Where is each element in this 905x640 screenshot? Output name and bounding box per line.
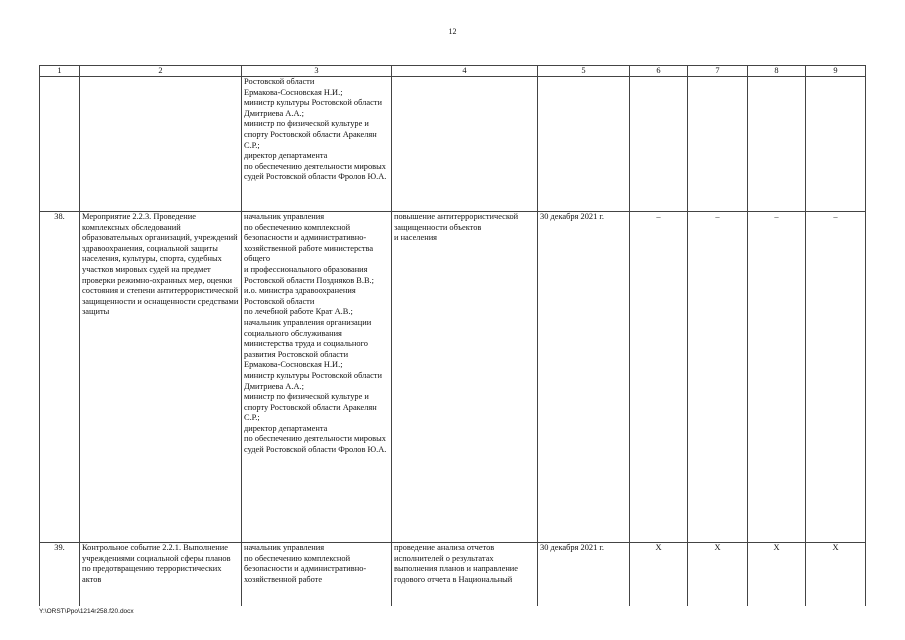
row-number bbox=[40, 77, 80, 212]
cell-col7: Х bbox=[688, 543, 748, 606]
col-header: 7 bbox=[688, 66, 748, 77]
col-header: 5 bbox=[538, 66, 630, 77]
cell-col7 bbox=[688, 77, 748, 212]
cell-col7: – bbox=[688, 212, 748, 543]
expected-result: проведение анализа отчетов исполнителей о результатах выполнения планов и направление годового отчета в Национальный bbox=[392, 543, 538, 606]
col-header: 8 bbox=[748, 66, 806, 77]
col-header: 2 bbox=[80, 66, 242, 77]
cell-col6: – bbox=[630, 212, 688, 543]
measure-name: Мероприятие 2.2.3. Проведение комплексных обследований образовательных организаций, учреждений здравоохранения, социальной защиты населения, культуры, спорта, судебных участков мировых судей на предмет проверки режимно-охранных мер, оценки состояния и степени антитеррористической защищенности и оснащенности средствами защиты bbox=[80, 212, 242, 543]
deadline-date: 30 декабря 2021 г. bbox=[538, 212, 630, 543]
measure-name: Контрольное событие 2.2.1. Выполнение учреждениями социальной сферы планов по предотвращению террористических актов bbox=[80, 543, 242, 606]
col-header: 4 bbox=[392, 66, 538, 77]
col-header: 9 bbox=[806, 66, 866, 77]
cell-col8 bbox=[748, 77, 806, 212]
cell-col8: Х bbox=[748, 543, 806, 606]
responsible-executor: Ростовской области Ермакова-Сосновская Н.И.; министр культуры Ростовской области Дмитриева А.А.; министр по физической культуре и спорту Ростовской области Аракелян С.Р.; директор департамента по обеспечению деятельности мировых судей Ростовской области Фролов Ю.А. bbox=[242, 77, 392, 212]
responsible-executor: начальник управления по обеспечению комплексной безопасности и административно-хозяйственной работе министерства общего и профессионального образования Ростовской области Поздняков В.В.; и.о. министра здравоохранения Ростовской области по лечебной работе Крат А.В.; начальник управления организации социального обслуживания министерства труда и социального развития Ростовской области Ермакова-Сосновская Н.И.; министр культуры Ростовской области Дмитриева А.А.; министр по физической культуре и спорту Ростовской области Аракелян С.Р.; директор департамента по обеспечению деятельности мировых судей Ростовской области Фролов Ю.А. bbox=[242, 212, 392, 543]
cell-col9 bbox=[806, 77, 866, 212]
cell-col6 bbox=[630, 77, 688, 212]
deadline-date bbox=[538, 77, 630, 212]
cell-col9: – bbox=[806, 212, 866, 543]
table-row bbox=[40, 212, 866, 543]
expected-result: повышение антитеррористической защищенности объектов и населения bbox=[392, 212, 538, 543]
column-number-row bbox=[40, 66, 866, 77]
col-header: 6 bbox=[630, 66, 688, 77]
expected-result bbox=[392, 77, 538, 212]
deadline-date: 30 декабря 2021 г. bbox=[538, 543, 630, 606]
measures-table bbox=[39, 65, 866, 606]
col-header: 1 bbox=[40, 66, 80, 77]
responsible-executor: начальник управления по обеспечению комплексной безопасности и административно-хозяйственной работе bbox=[242, 543, 392, 606]
file-path-footer: Y:\ORST\Ppo\1214r258.f20.docx bbox=[39, 608, 134, 615]
row-number: 38. bbox=[40, 212, 80, 543]
row-number: 39. bbox=[40, 543, 80, 606]
measure-name bbox=[80, 77, 242, 212]
page-number: 12 bbox=[448, 27, 457, 36]
col-header: 3 bbox=[242, 66, 392, 77]
cell-col9: Х bbox=[806, 543, 866, 606]
table-row bbox=[40, 77, 866, 212]
table-row bbox=[40, 543, 866, 606]
cell-col6: Х bbox=[630, 543, 688, 606]
cell-col8: – bbox=[748, 212, 806, 543]
